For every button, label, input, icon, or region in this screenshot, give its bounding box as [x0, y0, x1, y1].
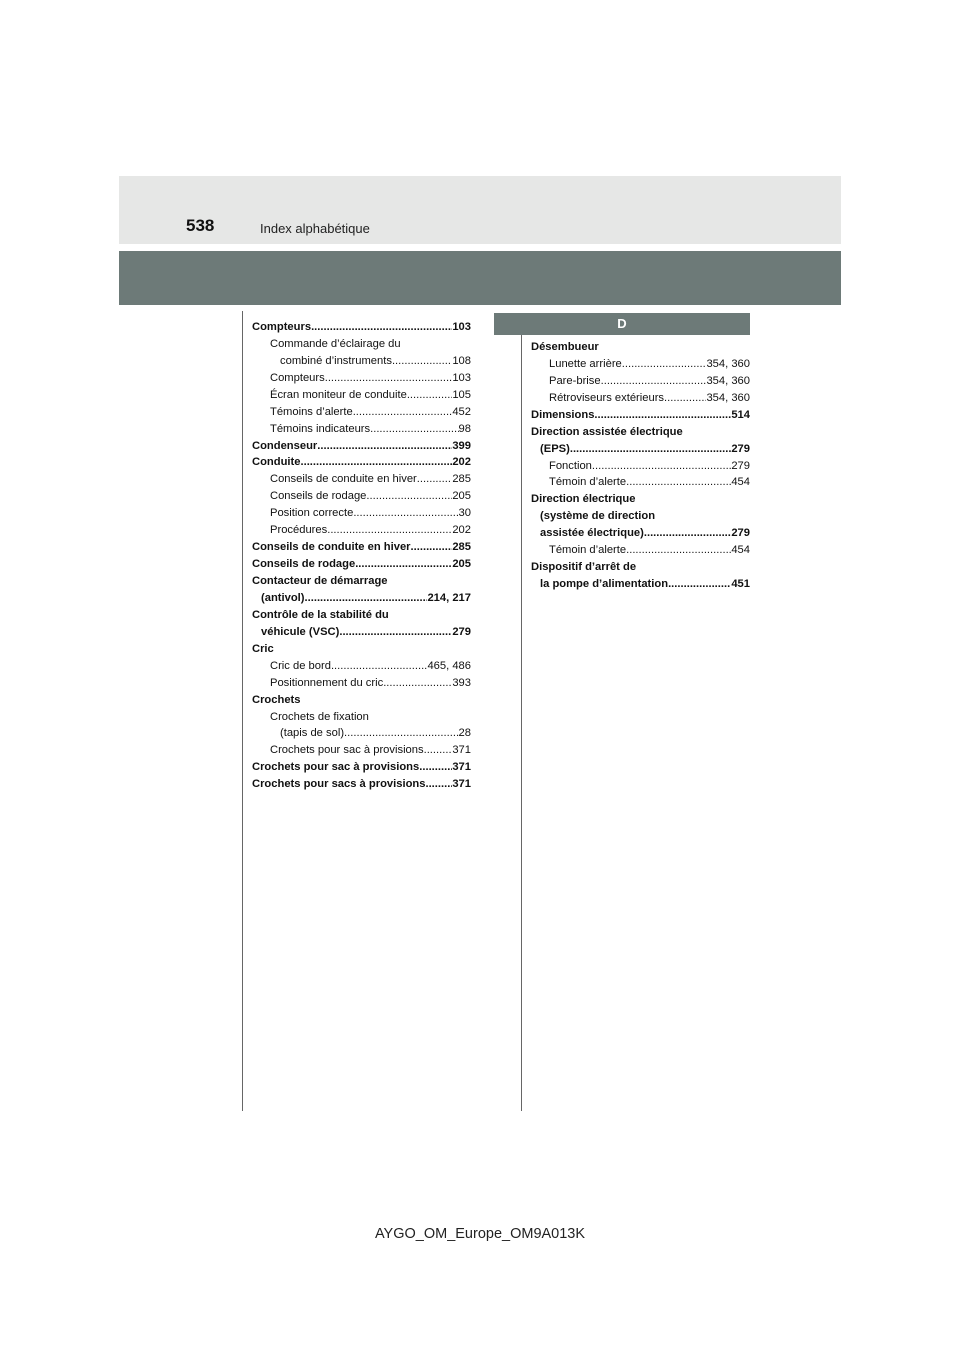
- index-entry: [531, 356, 750, 373]
- index-column-right: [531, 339, 750, 593]
- letter-heading-d: D: [494, 313, 750, 335]
- index-entry-label: Crochets pour sacs à provisions: [252, 778, 426, 791]
- index-entry-label: (EPS): [540, 442, 570, 455]
- index-entry-label: Conseils de conduite en hiver: [252, 541, 411, 554]
- index-entry: [531, 491, 750, 508]
- index-entry: [252, 421, 471, 438]
- dot-leader: [339, 624, 452, 641]
- index-entry-label: Dispositif d’arrêt de: [531, 561, 637, 574]
- index-entry: [252, 624, 471, 641]
- dot-leader: [366, 488, 452, 505]
- index-entry-page[interactable]: 371: [452, 761, 471, 774]
- index-entry-page[interactable]: 279: [731, 442, 750, 455]
- index-entry-label: Commande d’éclairage du: [270, 337, 401, 350]
- dot-leader: [370, 421, 458, 438]
- page-number: 538: [186, 216, 215, 235]
- middle-column-divider: [521, 318, 522, 1111]
- index-entry: [531, 475, 750, 492]
- dot-leader: [392, 353, 452, 370]
- index-entry: [252, 488, 471, 505]
- index-entry-label: Lunette arrière: [549, 357, 622, 370]
- dot-leader: [383, 675, 452, 692]
- index-entry-label: combiné d’instruments: [280, 354, 392, 367]
- index-entry-label: (système de direction: [540, 510, 656, 523]
- index-entry-label: véhicule (VSC): [261, 625, 340, 638]
- dot-leader: [353, 505, 458, 522]
- dot-leader: [325, 370, 453, 387]
- index-entry-label: Témoin d’alerte: [549, 544, 627, 557]
- dot-leader: [664, 390, 706, 407]
- index-entry-page[interactable]: 98: [458, 422, 471, 435]
- index-entry-page[interactable]: 279: [731, 527, 750, 540]
- index-entry-page[interactable]: 371: [452, 744, 471, 757]
- index-entry-page[interactable]: 393: [452, 676, 471, 689]
- index-entry-label: Crochets: [252, 693, 301, 706]
- index-entry-page[interactable]: 285: [452, 541, 471, 554]
- index-entry: [531, 508, 750, 525]
- index-entry: [252, 709, 471, 726]
- index-entry-label: Cric: [252, 642, 274, 655]
- dot-leader: [300, 454, 452, 471]
- dot-leader: [424, 742, 453, 759]
- index-column-left: [252, 319, 471, 793]
- index-entry: [252, 776, 471, 793]
- index-entry: [252, 692, 471, 709]
- index-entry: [252, 675, 471, 692]
- index-entry: [252, 387, 471, 404]
- index-entry: [252, 370, 471, 387]
- index-entry-label: Crochets pour sac à provisions: [270, 744, 424, 757]
- index-entry-page[interactable]: 371: [452, 778, 471, 791]
- index-entry-label: Crochets de fixation: [270, 710, 369, 723]
- index-entry: [531, 390, 750, 407]
- index-entry: [531, 441, 750, 458]
- index-entry-label: Compteurs: [252, 320, 312, 333]
- dot-leader: [592, 458, 731, 475]
- index-entry-page[interactable]: 205: [452, 558, 471, 571]
- index-entry-page[interactable]: 451: [731, 578, 750, 591]
- index-entry-label: Cric de bord: [270, 659, 331, 672]
- dot-leader: [601, 373, 707, 390]
- index-entry-page[interactable]: 202: [452, 456, 471, 469]
- dot-leader: [594, 407, 731, 424]
- index-entry-page[interactable]: 103: [452, 371, 471, 384]
- index-entry-label: Contrôle de la stabilité du: [252, 608, 389, 621]
- index-entry-page[interactable]: 452: [452, 405, 471, 418]
- index-entry: [252, 641, 471, 658]
- index-entry-page[interactable]: 354, 360: [706, 357, 750, 370]
- index-entry-label: Direction assistée électrique: [531, 425, 683, 438]
- index-entry-page[interactable]: 103: [452, 320, 471, 333]
- index-entry-label: Désembueur: [531, 340, 599, 353]
- index-entry-label: Conseils de conduite en hiver: [270, 473, 417, 486]
- index-entry: [252, 336, 471, 353]
- index-entry-label: Fonction: [549, 459, 592, 472]
- index-entry-page[interactable]: 105: [452, 388, 471, 401]
- dot-leader: [626, 474, 731, 491]
- index-entry: [531, 559, 750, 576]
- dot-leader: [317, 438, 452, 455]
- index-entry: [252, 607, 471, 624]
- index-entry-label: Témoins d’alerte: [270, 405, 353, 418]
- dot-leader: [305, 590, 428, 607]
- index-entry-page[interactable]: 279: [452, 625, 471, 638]
- header-band: [119, 176, 841, 244]
- section-title: Index alphabétique: [260, 221, 370, 236]
- index-entry-page[interactable]: 205: [452, 490, 471, 503]
- index-entry-label: Témoins indicateurs: [270, 422, 371, 435]
- index-entry-page[interactable]: 454: [731, 544, 750, 557]
- index-entry-label: Pare-brise: [549, 374, 601, 387]
- header-dark-band: [119, 251, 841, 305]
- index-entry: [531, 458, 750, 475]
- index-entry-label: Crochets pour sac à provisions: [252, 761, 420, 774]
- index-entry-page[interactable]: 354, 360: [706, 374, 750, 387]
- index-entry-page[interactable]: 514: [731, 408, 750, 421]
- dot-leader: [407, 387, 453, 404]
- dot-leader: [626, 542, 731, 559]
- index-entry-label: (antivol): [261, 591, 305, 604]
- index-entry-page[interactable]: 285: [452, 473, 471, 486]
- dot-leader: [411, 539, 453, 556]
- index-entry-page[interactable]: 28: [458, 727, 471, 740]
- index-entry: [252, 319, 471, 336]
- index-entry: [252, 539, 471, 556]
- index-entry-label: assistée électrique): [540, 527, 644, 540]
- index-entry: [531, 373, 750, 390]
- index-entry-label: Écran moniteur de conduite: [270, 388, 407, 401]
- index-entry-label: Position correcte: [270, 507, 354, 520]
- index-entry: [531, 424, 750, 441]
- index-entry-label: Dimensions: [531, 408, 595, 421]
- index-entry-page[interactable]: 465, 486: [427, 659, 471, 672]
- index-entry-label: Direction électrique: [531, 493, 636, 506]
- index-entry-label: Conseils de rodage: [252, 558, 356, 571]
- index-entry: [252, 573, 471, 590]
- left-column-divider: [242, 311, 243, 1111]
- index-entry: [252, 556, 471, 573]
- index-entry-label: la pompe d’alimentation: [540, 578, 669, 591]
- index-entry: [252, 590, 471, 607]
- index-entry: [252, 404, 471, 421]
- index-entry-label: Témoin d’alerte: [549, 476, 627, 489]
- index-entry-label: Contacteur de démarrage: [252, 575, 388, 588]
- index-entry: [252, 522, 471, 539]
- index-entry-page[interactable]: 279: [731, 459, 750, 472]
- index-entry-label: Rétroviseurs extérieurs: [549, 391, 665, 404]
- dot-leader: [419, 759, 452, 776]
- index-entry: [531, 407, 750, 424]
- index-entry-page[interactable]: 354, 360: [706, 391, 750, 404]
- index-entry: [252, 353, 471, 370]
- index-entry-page[interactable]: 202: [452, 524, 471, 537]
- dot-leader: [570, 441, 731, 458]
- index-entry: [252, 505, 471, 522]
- index-entry: [531, 576, 750, 593]
- dot-leader: [353, 404, 453, 421]
- dot-leader: [644, 525, 731, 542]
- document-code: AYGO_OM_Europe_OM9A013K: [374, 1226, 586, 1242]
- index-entry: [531, 542, 750, 559]
- index-entry: [252, 455, 471, 472]
- index-entry-page[interactable]: 454: [731, 476, 750, 489]
- index-entry-label: Conduite: [252, 456, 301, 469]
- dot-leader: [425, 776, 452, 793]
- dot-leader: [344, 725, 459, 742]
- index-entry: [252, 726, 471, 743]
- index-entry-page[interactable]: 399: [452, 439, 471, 452]
- index-entry: [531, 525, 750, 542]
- index-entry-label: Compteurs: [270, 371, 325, 384]
- index-entry: [252, 742, 471, 759]
- index-entry: [531, 339, 750, 356]
- dot-leader: [668, 576, 731, 593]
- dot-leader: [311, 319, 452, 336]
- index-entry: [252, 438, 471, 455]
- index-entry-label: Positionnement du cric: [270, 676, 384, 689]
- index-entry-label: Procédures: [270, 524, 328, 537]
- index-entry-page[interactable]: 108: [452, 354, 471, 367]
- dot-leader: [331, 658, 428, 675]
- index-entry: [252, 658, 471, 675]
- dot-leader: [355, 556, 452, 573]
- index-entry-label: Condenseur: [252, 439, 318, 452]
- index-entry: [252, 471, 471, 488]
- index-entry-page[interactable]: 214, 217: [427, 591, 471, 604]
- index-entry: [252, 759, 471, 776]
- dot-leader: [327, 522, 452, 539]
- dot-leader: [622, 356, 707, 373]
- index-entry-label: Conseils de rodage: [270, 490, 367, 503]
- index-entry-label: (tapis de sol): [280, 727, 345, 740]
- dot-leader: [417, 471, 453, 488]
- index-entry-page[interactable]: 30: [458, 507, 471, 520]
